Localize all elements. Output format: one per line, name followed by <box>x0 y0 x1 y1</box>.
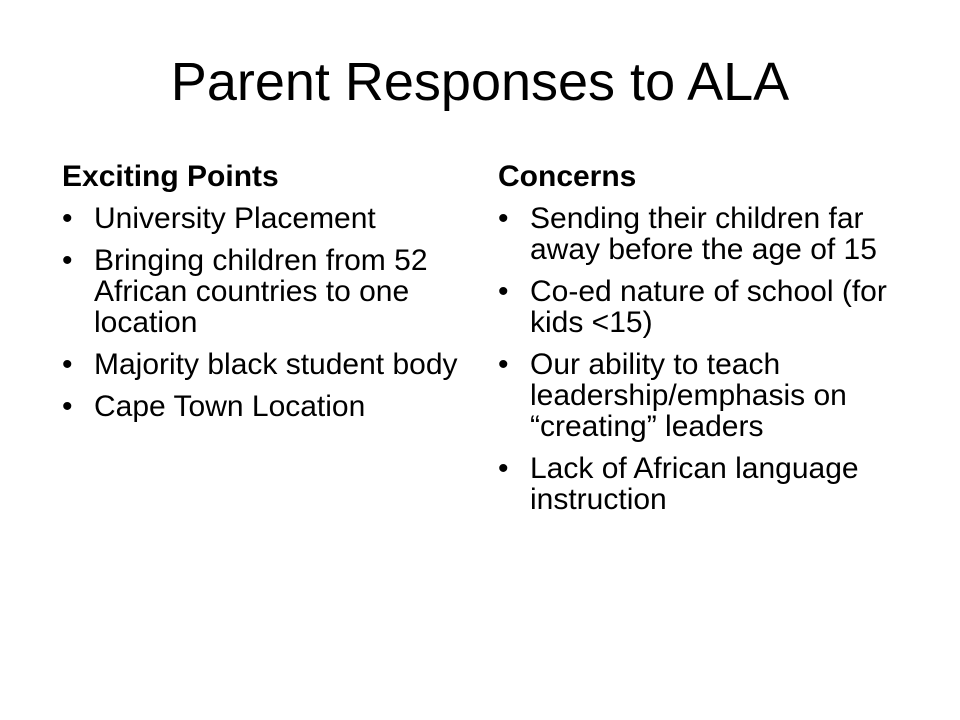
bullet-icon: • <box>498 202 509 235</box>
exciting-points-list <box>62 203 462 422</box>
list-item-text: Lack of African language instruction <box>530 452 859 516</box>
list-item-text: University Placement <box>94 202 376 235</box>
bullet-icon: • <box>498 275 509 308</box>
bullet-icon: • <box>62 244 73 277</box>
list-item <box>62 349 462 380</box>
bullet-icon: • <box>498 348 509 381</box>
list-item <box>62 391 462 422</box>
concerns-list <box>498 203 898 515</box>
list-item-text: Co-ed nature of school (for kids <15) <box>530 275 887 339</box>
list-item-text: Cape Town Location <box>94 390 366 423</box>
bullet-icon: • <box>62 202 73 235</box>
concerns-heading: Concerns <box>498 160 637 193</box>
list-item <box>62 203 462 234</box>
bullet-icon: • <box>62 390 73 423</box>
list-item-text: Sending their children far away before the age of 15 <box>530 202 877 266</box>
concerns-column <box>498 158 898 526</box>
list-item <box>62 245 462 338</box>
list-item <box>498 453 898 515</box>
bullet-icon: • <box>498 452 509 485</box>
list-item-text: Bringing children from 52 African countries to one location <box>94 244 428 339</box>
list-item <box>498 349 898 442</box>
list-item <box>498 203 898 265</box>
list-item-text: Majority black student body <box>94 348 458 381</box>
list-item <box>498 276 898 338</box>
exciting-points-column <box>62 158 462 433</box>
bullet-icon: • <box>62 348 73 381</box>
exciting-points-heading: Exciting Points <box>62 160 279 193</box>
list-item-text: Our ability to teach leadership/emphasis on “creating” leaders <box>530 348 847 443</box>
slide-title: Parent Responses to ALA <box>170 52 790 112</box>
